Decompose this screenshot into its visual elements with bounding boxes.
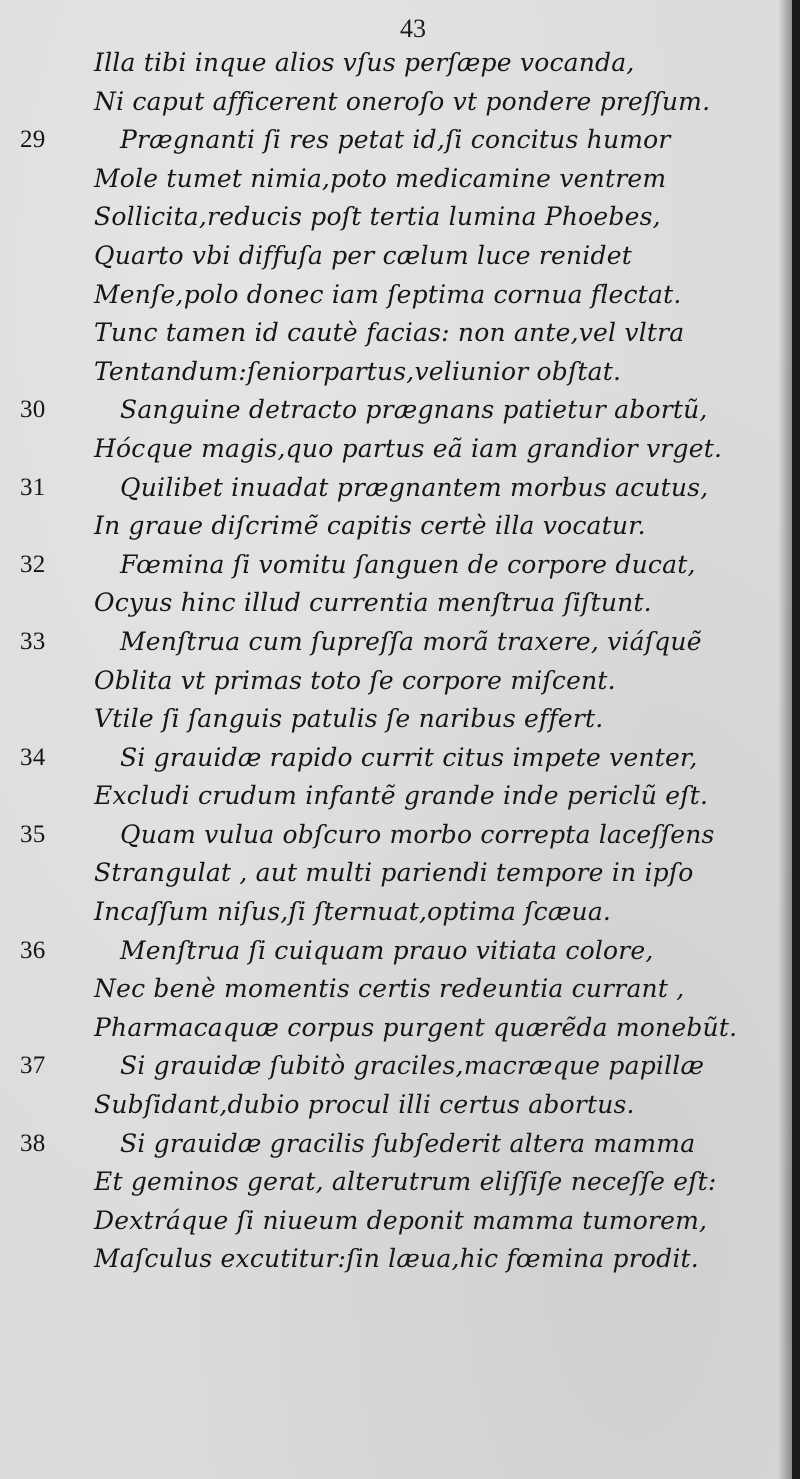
aphorism-number: 34 — [20, 743, 46, 771]
verse-line — [0, 1009, 792, 1048]
verse-line — [0, 430, 792, 469]
verse-line-text: Oblita vt primas toto ſe corpore miſcent. — [94, 665, 616, 695]
verse-line-text: Et geminos gerat, alterutrum eliſſiſe neceſſe eſt: — [94, 1167, 717, 1197]
verse-line-text: Fœmina ſi vomitu ſanguen de corpore ducat, — [120, 549, 696, 579]
verse-line — [0, 44, 792, 83]
verse-line-text: Sollicita,reducis poſt tertia lumina Phoebes, — [94, 202, 661, 232]
verse-line-text: Quarto vbi diffuſa per cælum luce renidet — [94, 240, 632, 270]
verse-line — [0, 739, 792, 778]
verse-line — [0, 1240, 792, 1279]
verse-line-text: Si grauidæ gracilis ſubſederit altera mamma — [120, 1128, 696, 1158]
verse-line-text: Tentandum:ſeniorpartus,veliunior obſtat. — [94, 356, 622, 386]
verse-line-text: Quilibet inuadat prægnantem morbus acutus, — [120, 472, 709, 502]
verse-line-text: Sanguine detracto prægnans patietur abortũ, — [120, 395, 708, 425]
verse-line — [0, 160, 792, 199]
verse-line-text: In graue diſcrimẽ capitis certè illa vocatur. — [94, 511, 646, 541]
verse-line — [0, 1163, 792, 1202]
verse-line — [0, 469, 792, 508]
verse-line — [0, 854, 792, 893]
aphorism-number: 33 — [20, 627, 46, 655]
verse-line-text: Menſtrua ſi cuiquam prauo vitiata colore, — [120, 935, 654, 965]
verse-line — [0, 546, 792, 585]
verse-line — [0, 932, 792, 971]
verse-line — [0, 198, 792, 237]
verse-line-text: Si grauidæ ſubitò graciles,macræque papillæ — [120, 1051, 705, 1081]
verse-line — [0, 237, 792, 276]
verse-line — [0, 970, 792, 1009]
aphorism-number: 31 — [20, 473, 46, 501]
verse-line-text: Ocyus hinc illud currentia menſtrua ſiſtunt. — [94, 588, 652, 618]
aphorism-number: 29 — [20, 126, 46, 154]
verse-line — [0, 662, 792, 701]
verse-line-text: Illa tibi inque alios vſus perſæpe vocanda, — [94, 48, 635, 77]
verse-line — [0, 1086, 792, 1125]
page-number: 43 — [400, 14, 426, 43]
verse-line-text: Incaſſum niſus,ſi ſternuat,optima ſcæua. — [94, 897, 612, 927]
verse-line-text: Subſidant,dubio procul illi certus abortus. — [94, 1090, 635, 1120]
aphorism-number: 35 — [20, 820, 46, 848]
aphorism-number: 36 — [20, 936, 46, 964]
verse-line — [0, 353, 792, 392]
verse-text — [0, 44, 792, 1279]
verse-line — [0, 314, 792, 353]
verse-line — [0, 584, 792, 623]
verse-line — [0, 816, 792, 855]
verse-line-text: Pharmacaquæ corpus purgent quærẽda monebũt. — [94, 1012, 738, 1042]
verse-line-text: Menſtrua cum ſupreſſa morã traxere, viáſquẽ — [120, 626, 702, 656]
aphorism-number: 32 — [20, 550, 46, 578]
verse-line — [0, 276, 792, 315]
verse-line-text: Nec benè momentis certis redeuntia currant , — [94, 974, 685, 1004]
verse-line-text: Maſculus excutitur:ſin læua,hic fœmina prodit. — [94, 1244, 699, 1274]
verse-line-text: Hócque magis,quo partus eã iam grandior vrget. — [94, 433, 723, 463]
verse-line — [0, 1125, 792, 1164]
verse-line-text: Ni caput afficerent oneroſo vt pondere preſſum. — [94, 86, 711, 116]
verse-line-text: Strangulat , aut multi pariendi tempore in ipſo — [94, 858, 694, 888]
verse-line-text: Dextráque ſi niueum deponit mamma tumorem, — [94, 1205, 708, 1235]
verse-line-text: Tunc tamen id cautè facias: non ante,vel vltra — [94, 318, 685, 348]
aphorism-number: 37 — [20, 1052, 46, 1080]
verse-line — [0, 623, 792, 662]
verse-line-text: Quam vulua obſcuro morbo correpta laceſſens — [120, 819, 715, 849]
verse-line-text: Vtile ſi ſanguis patulis ſe naribus effert. — [94, 704, 604, 734]
verse-line-text: Excludi crudum infantẽ grande inde periclũ eſt. — [94, 781, 709, 811]
verse-line — [0, 507, 792, 546]
verse-line — [0, 700, 792, 739]
verse-line — [0, 391, 792, 430]
verse-line — [0, 121, 792, 160]
verse-line — [0, 1047, 792, 1086]
verse-line-text: Si grauidæ rapido currit citus impete venter, — [120, 742, 698, 772]
aphorism-number: 30 — [20, 396, 46, 424]
verse-line — [0, 777, 792, 816]
verse-line — [0, 83, 792, 122]
verse-line-text: Menſe,polo donec iam ſeptima cornua flectat. — [94, 279, 682, 309]
verse-line — [0, 893, 792, 932]
page-edge-shadow — [778, 0, 792, 1479]
aphorism-number: 38 — [20, 1129, 46, 1157]
verse-line-text: Mole tumet nimia,poto medicamine ventrem — [94, 163, 667, 193]
verse-line-text: Prægnanti ſi res petat id,ſi concitus humor — [120, 125, 671, 155]
verse-line — [0, 1202, 792, 1241]
